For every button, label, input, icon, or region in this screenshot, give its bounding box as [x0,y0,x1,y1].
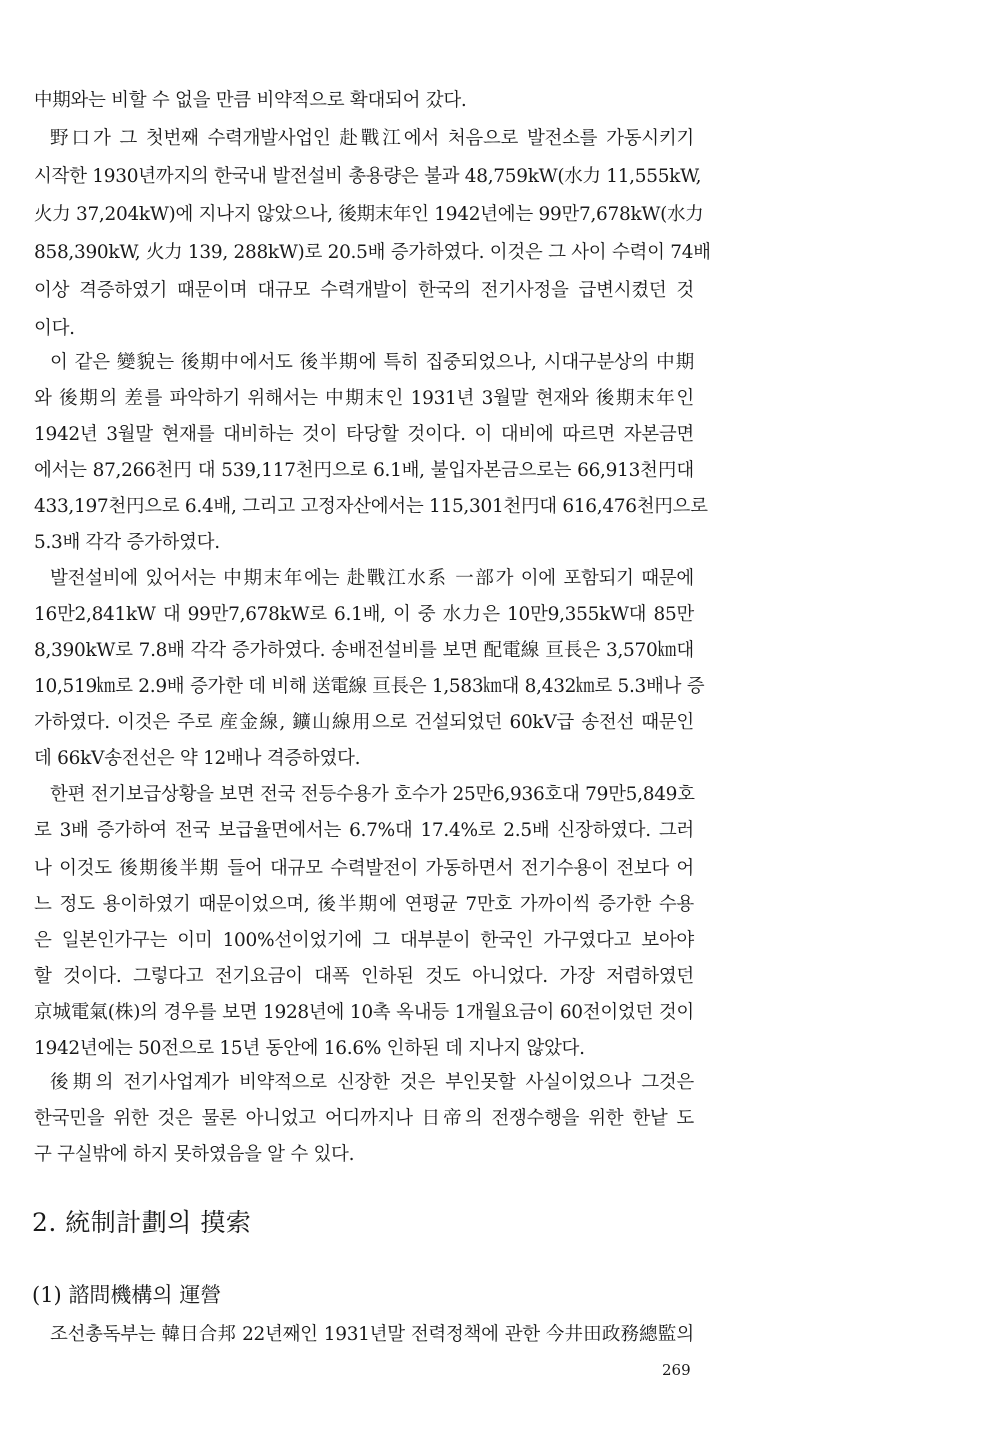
text-line: 이 같은 變貌는 後期中에서도 後半期에 특히 집중되었으나, 시대구분상의 中期 [50,352,694,373]
text-line: 에서는 87,266천円 대 539,117천円으로 6.1배, 불입자본금으로는 66,913천円대 [34,460,694,481]
section-heading: 2. 統制計劃의 摸索 [32,1208,252,1237]
text-line: 느 정도 용이하였기 때문이었으며, 後半期에 연평균 7만호 가까이씩 증가한 수용 [34,894,694,915]
text-line: 시작한 1930년까지의 한국내 발전설비 총용량은 불과 48,759kW(水力 11,555kW, [34,166,702,187]
text-line: 이다. [34,318,75,339]
text-line: 로 3배 증가하여 전국 보급율면에서는 6.7%대 17.4%로 2.5배 신장하였다. 그러 [34,820,694,841]
text-line: 京城電氣(株)의 경우를 보면 1928년에 10촉 옥내등 1개월요금이 60전이었던 것이 [34,1002,694,1023]
text-line: 가하였다. 이것은 주로 産金線, 鑛山線用으로 건설되었던 60kV급 송전선 때문인 [34,712,694,733]
text-line: 이상 격증하였기 때문이며 대규모 수력개발이 한국의 전기사정을 급변시켰던 것 [34,280,694,301]
text-line: 8,390kW로 7.8배 각각 증가하였다. 송배전설비를 보면 配電線 亘長은 3,570㎞대 [34,640,694,661]
text-line: 433,197천円으로 6.4배, 그리고 고정자산에서는 115,301천円대 616,476천円으로 [34,496,708,517]
text-line: 발전설비에 있어서는 中期末年에는 赴戰江水系 一部가 이에 포함되기 때문에 [50,568,694,589]
text-line: 조선총독부는 韓日合邦 22년째인 1931년말 전력정책에 관한 今井田政務總監의 [50,1324,694,1345]
text-line: 中期와는 비할 수 없을 만큼 비약적으로 확대되어 갔다. [34,90,467,111]
text-line: 한국민을 위한 것은 물론 아니었고 어디까지나 日帝의 전쟁수행을 위한 한낱 도 [34,1108,694,1129]
sub-heading: (1) 諮問機構의 運營 [32,1283,222,1307]
text-line: 火力 37,204kW)에 지나지 않았으나, 後期末年인 1942년에는 99만7,678kW(水力 [34,204,704,225]
text-line: 구 구실밖에 하지 못하였음을 알 수 있다. [34,1144,355,1165]
text-line: 1942년에는 50전으로 15년 동안에 16.6% 인하된 데 지나지 않았다. [34,1038,585,1059]
page-number: 269 [662,1361,691,1379]
text-line: 한편 전기보급상황을 보면 전국 전등수용가 호수가 25만6,936호대 79만5,849호 [50,784,695,805]
text-line: 858,390kW, 火力 139, 288kW)로 20.5배 증가하였다. 이것은 그 사이 수력이 74배 [34,242,711,263]
text-line: 10,519㎞로 2.9배 증가한 데 비해 送電線 亘長은 1,583㎞대 8,432㎞로 5.3배나 증 [34,676,705,697]
text-line: 5.3배 각각 증가하였다. [34,532,220,553]
text-line: 野口가 그 첫번째 수력개발사업인 赴戰江에서 처음으로 발전소를 가동시키기 [50,128,694,149]
text-line: 後期의 전기사업계가 비약적으로 신장한 것은 부인못할 사실이었으나 그것은 [50,1072,694,1093]
text-line: 1942년 3월말 현재를 대비하는 것이 타당할 것이다. 이 대비에 따르면 자본금면 [34,424,694,445]
text-line: 와 後期의 差를 파악하기 위해서는 中期末인 1931년 3월말 현재와 後期末年인 [34,388,694,409]
text-line: 할 것이다. 그렇다고 전기요금이 대폭 인하된 것도 아니었다. 가장 저렴하였던 [34,966,694,987]
text-line: 데 66kV송전선은 약 12배나 격증하였다. [34,748,361,769]
text-line: 은 일본인가구는 이미 100%선이었기에 그 대부분이 한국인 가구였다고 보아야 [34,930,694,951]
text-line: 나 이것도 後期後半期 들어 대규모 수력발전이 가동하면서 전기수용이 전보다 어 [34,858,694,879]
text-line: 16만2,841kW 대 99만7,678kW로 6.1배, 이 중 水力은 10만9,355kW대 85만 [34,604,694,625]
